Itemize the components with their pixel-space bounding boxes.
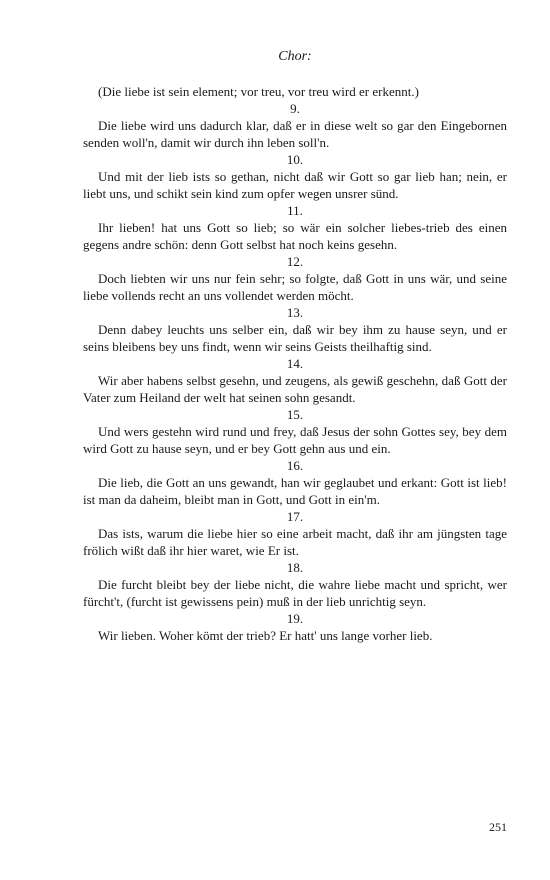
verse-number-17: 17. [286,509,304,524]
verse-text-19: Wir lieben. Woher kömt der trieb? Er hatt' uns lange vorher lieb. [98,628,433,643]
verse-number-18: 18. [286,560,304,575]
verse-number-13: 13. [286,305,304,320]
verse-text-16: Die lieb, die Gott an uns gewandt, han wir geglaubet und erkant: Gott ist lieb! ist man da daheim, bleibt man in Gott, und Gott in ein'm. [83,475,507,507]
page-number: 251 [489,820,507,834]
verse-number-9: 9. [290,101,300,116]
verse-number-10: 10. [286,152,304,167]
verse-number-11: 11. [287,203,303,218]
verse-text-10: Und mit der lieb ists so gethan, nicht daß wir Gott so gar lieb han; nein, er liebt uns, und schikt sein kind zum opfer wegen unsrer sünd. [83,169,507,201]
verse-number-19: 19. [286,611,304,626]
verse-text-intro: (Die liebe ist sein element; vor treu, vor treu wird er erkennt.) [98,84,419,99]
verse-number-14: 14. [286,356,304,371]
verse-text-17: Das ists, warum die liebe hier so eine arbeit macht, daß ihr am jüngsten tage frölich wißt daß ihr hier waret, wie Er ist. [83,526,507,558]
verse-text-15: Und wers gestehn wird rund und frey, daß Jesus der sohn Gottes sey, bey dem wird Gott zu hause seyn, und er bey Gott gehn aus und ein. [83,424,507,456]
verse-text-18: Die furcht bleibt bey der liebe nicht, die wahre liebe macht und spricht, wer fürcht't, (furcht ist gewissens pein) muß in der lieb unrichtig seyn. [83,577,507,609]
verse-number-15: 15. [286,407,304,422]
verse-text-14: Wir aber habens selbst gesehn, und zeugens, als gewiß geschehn, daß Gott der Vater zum Heiland der welt hat seinen sohn gesandt. [83,373,507,405]
verse-text-12: Doch liebten wir uns nur fein sehr; so folgte, daß Gott in uns wär, und seine liebe vollends recht an uns vollendet werden möcht. [83,271,507,303]
verse-text-9: Die liebe wird uns dadurch klar, daß er in diese welt so gar den Eingebornen senden woll'n, damit wir durch ihn leben soll'n. [83,118,507,150]
verse-text-11: Ihr lieben! hat uns Gott so lieb; so wär ein solcher liebes-trieb des einen gegens andre schön: denn Gott selbst hat noch keins gesehn. [83,220,507,252]
page-content [83,48,507,644]
verse-number-12: 12. [286,254,304,269]
section-heading: Chor: [278,49,312,64]
verse-number-16: 16. [286,458,304,473]
verse-text-13: Denn dabey leuchts uns selber ein, daß wir bey ihm zu hause seyn, und er seins bleibens bey uns findt, wenn wir seins Geists theilhaftig sind. [83,322,507,354]
